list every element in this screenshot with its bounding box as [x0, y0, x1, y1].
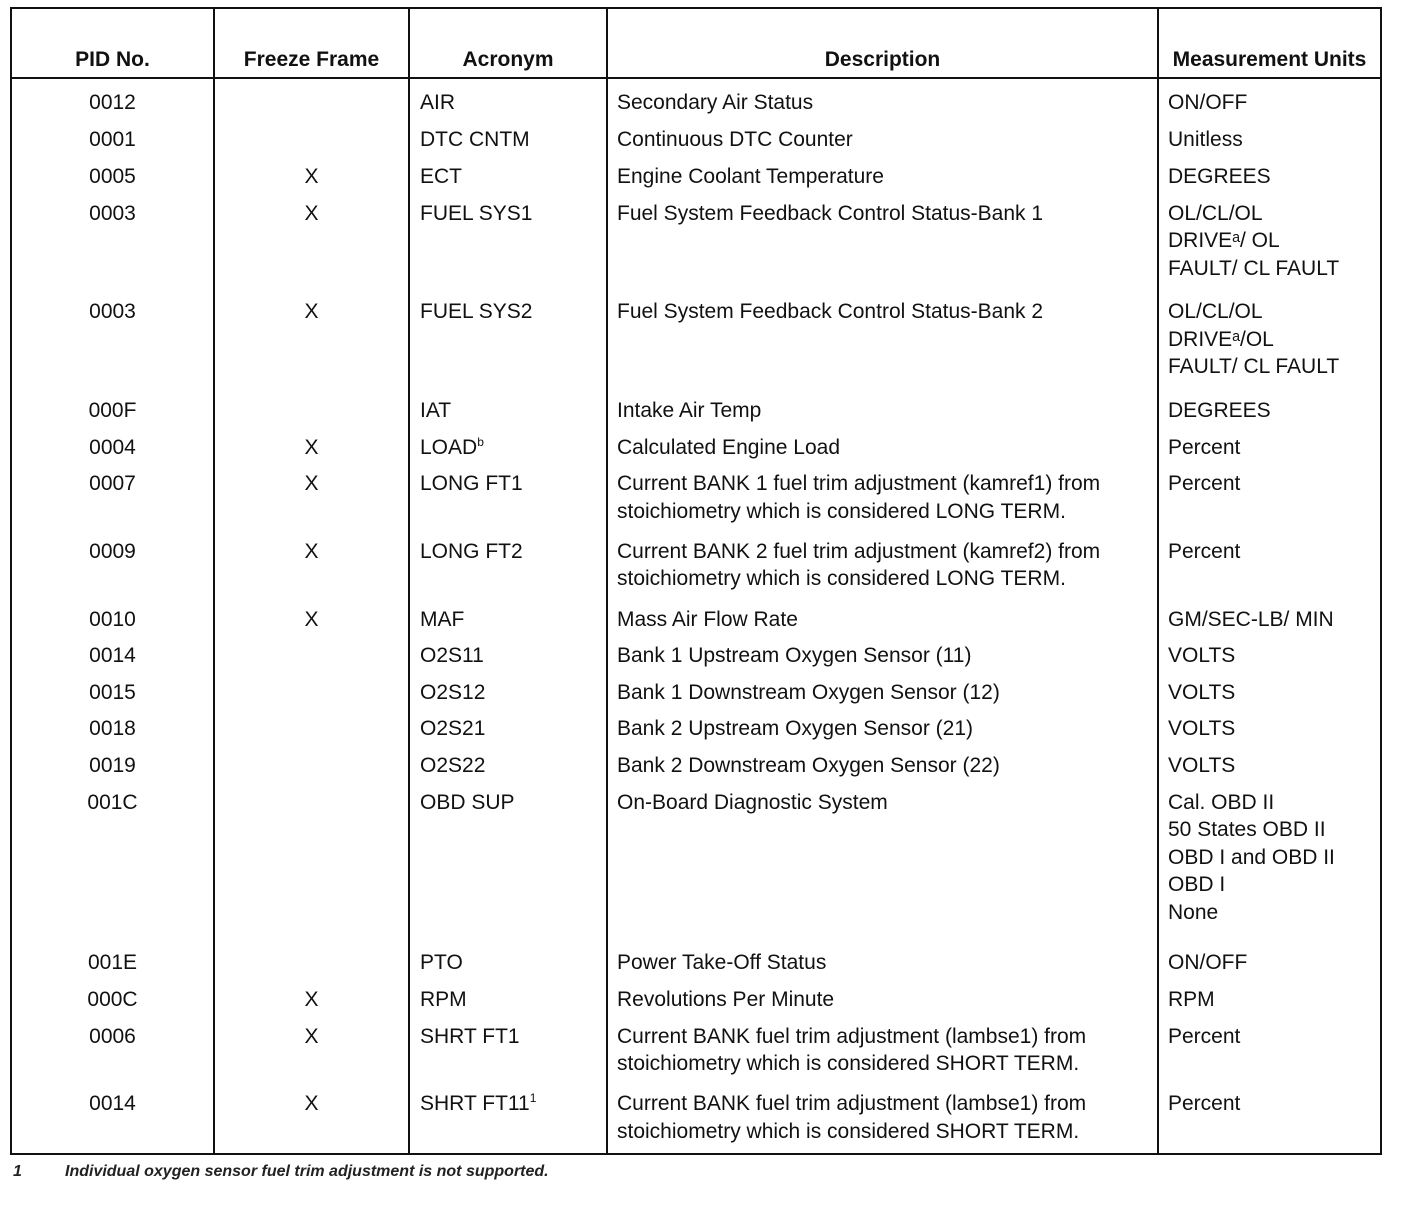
table-row: [12, 465, 1380, 533]
units-cell: VOLTS: [1158, 674, 1380, 711]
table-row: [12, 121, 1380, 158]
pid-cell: 0010: [89, 607, 136, 631]
acronym-text: LONG FT1: [420, 472, 523, 496]
acronym-cell: [409, 981, 607, 1018]
acronym-text: AIR: [420, 91, 456, 114]
acronym-text: MAF: [420, 607, 465, 631]
acronym-cell: [409, 78, 607, 121]
table-row: [12, 158, 1380, 195]
units-cell: RPM: [1158, 981, 1380, 1018]
description-cell: Fuel System Feedback Control Status-Bank 1: [607, 195, 1158, 294]
header-freeze-frame: Freeze Frame: [214, 9, 409, 78]
table-header: [12, 9, 1380, 78]
freeze-frame-cell: X: [214, 981, 409, 1018]
units-cell: Percent: [1158, 465, 1380, 533]
description-cell: Calculated Engine Load: [607, 429, 1158, 466]
header-pid: PID No.: [12, 9, 214, 78]
acronym-cell: [409, 637, 607, 674]
header-row: [12, 9, 1380, 78]
freeze-frame-cell: X: [214, 429, 409, 466]
description-cell: Revolutions Per Minute: [607, 981, 1158, 1018]
acronym-text: LOAD: [420, 435, 478, 459]
units-cell: VOLTS: [1158, 710, 1380, 747]
table-row: [12, 710, 1380, 747]
description-cell: Current BANK 2 fuel trim adjustment (kamref2) from stoichiometry which is considered LONG TERM.: [607, 533, 1158, 601]
acronym-text: ECT: [420, 165, 462, 189]
pid-cell: 0006: [89, 1024, 136, 1048]
units-cell: DEGREES: [1158, 158, 1380, 195]
freeze-frame-cell: [214, 78, 409, 121]
acronym-cell: [409, 1085, 607, 1153]
table-row: [12, 674, 1380, 711]
acronym-text: LONG FT2: [420, 539, 523, 563]
table-row: [12, 747, 1380, 784]
acronym-cell: [409, 1018, 607, 1086]
units-cell: VOLTS: [1158, 637, 1380, 674]
freeze-frame-cell: [214, 674, 409, 711]
pid-cell: 0009: [89, 539, 136, 563]
pid-cell: 0018: [89, 717, 136, 741]
freeze-frame-cell: [214, 747, 409, 784]
acronym-cell: [409, 944, 607, 981]
header-acronym: Acronym: [409, 9, 607, 78]
units-cell: Percent: [1158, 1085, 1380, 1153]
acronym-cell: [409, 429, 607, 466]
units-cell: ON/OFF: [1158, 78, 1380, 121]
freeze-frame-cell: X: [214, 465, 409, 533]
table-row: [12, 392, 1380, 429]
acronym-text: OBD SUP: [420, 790, 515, 814]
acronym-text: RPM: [420, 988, 467, 1012]
pid-cell: 0014: [89, 1092, 136, 1116]
units-cell: DEGREES: [1158, 392, 1380, 429]
freeze-frame-cell: X: [214, 1085, 409, 1153]
acronym-text: O2S21: [420, 717, 486, 741]
acronym-superscript: b: [477, 434, 484, 449]
units-cell: Unitless: [1158, 121, 1380, 158]
freeze-frame-cell: X: [214, 533, 409, 601]
acronym-text: IAT: [420, 398, 452, 422]
pid-cell: 0003: [89, 300, 136, 324]
table-row: [12, 601, 1380, 638]
pid-cell: 0014: [89, 644, 136, 668]
acronym-cell: [409, 121, 607, 158]
acronym-text: SHRT FT1: [420, 1024, 520, 1048]
freeze-frame-cell: [214, 392, 409, 429]
table-row: [12, 784, 1380, 945]
description-cell: Bank 2 Downstream Oxygen Sensor (22): [607, 747, 1158, 784]
pid-cell: 000C: [87, 988, 138, 1012]
table-body: [12, 78, 1380, 1153]
pid-cell: 0003: [89, 201, 136, 225]
description-cell: Secondary Air Status: [607, 78, 1158, 121]
freeze-frame-cell: [214, 121, 409, 158]
acronym-cell: [409, 710, 607, 747]
table-row: [12, 944, 1380, 981]
acronym-cell: [409, 533, 607, 601]
units-cell: GM/SEC-LB/ MIN: [1158, 601, 1380, 638]
footnote-number: 1: [13, 1163, 22, 1180]
freeze-frame-cell: X: [214, 195, 409, 294]
description-cell: On-Board Diagnostic System: [607, 784, 1158, 945]
description-cell: Power Take-Off Status: [607, 944, 1158, 981]
units-cell: Percent: [1158, 429, 1380, 466]
description-cell: Intake Air Temp: [607, 392, 1158, 429]
table-row: [12, 1018, 1380, 1086]
pid-table-frame: [10, 7, 1382, 1155]
pid-cell: 0007: [89, 472, 136, 496]
units-cell: Cal. OBD II 50 States OBD II OBD I and OBD II OBD I None: [1158, 784, 1380, 945]
acronym-cell: [409, 293, 607, 392]
description-cell: Bank 1 Downstream Oxygen Sensor (12): [607, 674, 1158, 711]
acronym-cell: [409, 465, 607, 533]
pid-cell: 001E: [87, 951, 138, 975]
units-cell: OL/CL/OL DRIVEᵃ/OL FAULT/ CL FAULT: [1158, 293, 1380, 392]
table-row: [12, 637, 1380, 674]
description-cell: Bank 2 Upstream Oxygen Sensor (21): [607, 710, 1158, 747]
table-row: [12, 533, 1380, 601]
description-cell: Continuous DTC Counter: [607, 121, 1158, 158]
acronym-text: PTO: [420, 951, 463, 975]
header-measurement-units: Measurement Units: [1158, 9, 1380, 78]
units-cell: Percent: [1158, 533, 1380, 601]
acronym-text: FUEL SYS1: [420, 201, 533, 225]
acronym-text: O2S11: [420, 644, 484, 668]
table-row: [12, 429, 1380, 466]
acronym-text: FUEL SYS2: [420, 300, 533, 324]
description-cell: Current BANK 1 fuel trim adjustment (kamref1) from stoichiometry which is considered LONG TERM.: [607, 465, 1158, 533]
description-cell: Bank 1 Upstream Oxygen Sensor (11): [607, 637, 1158, 674]
acronym-text: O2S12: [420, 680, 486, 704]
acronym-text: O2S22: [420, 754, 486, 778]
acronym-superscript: 1: [529, 1091, 537, 1106]
acronym-cell: [409, 392, 607, 429]
units-cell: OL/CL/OL DRIVEᵃ/ OL FAULT/ CL FAULT: [1158, 195, 1380, 294]
acronym-cell: [409, 674, 607, 711]
description-cell: Fuel System Feedback Control Status-Bank 2: [607, 293, 1158, 392]
table-row: [12, 293, 1380, 392]
acronym-text: DTC CNTM: [420, 128, 530, 152]
table-row: [12, 1085, 1380, 1153]
freeze-frame-cell: X: [214, 293, 409, 392]
table-row: [12, 981, 1380, 1018]
freeze-frame-cell: X: [214, 158, 409, 195]
units-cell: ON/OFF: [1158, 944, 1380, 981]
acronym-text: SHRT FT11: [420, 1092, 530, 1116]
acronym-cell: [409, 601, 607, 638]
pid-cell: 0015: [89, 680, 136, 704]
footnote: [13, 1163, 549, 1181]
freeze-frame-cell: X: [214, 1018, 409, 1086]
freeze-frame-cell: [214, 637, 409, 674]
freeze-frame-cell: [214, 944, 409, 981]
description-cell: Mass Air Flow Rate: [607, 601, 1158, 638]
description-cell: Current BANK fuel trim adjustment (lambse1) from stoichiometry which is considered SHORT TERM.: [607, 1018, 1158, 1086]
footnote-text: Individual oxygen sensor fuel trim adjustment is not supported.: [65, 1163, 549, 1180]
description-cell: Engine Coolant Temperature: [607, 158, 1158, 195]
acronym-cell: [409, 158, 607, 195]
pid-cell: 0019: [89, 754, 136, 778]
pid-cell: 0004: [89, 435, 136, 459]
acronym-cell: [409, 747, 607, 784]
description-cell: Current BANK fuel trim adjustment (lambse1) from stoichiometry which is considered SHORT TERM.: [607, 1085, 1158, 1153]
header-description: Description: [607, 9, 1158, 78]
freeze-frame-cell: X: [214, 601, 409, 638]
freeze-frame-cell: [214, 784, 409, 945]
pid-cell: 0012: [89, 91, 136, 114]
units-cell: Percent: [1158, 1018, 1380, 1086]
pid-cell: 0005: [89, 165, 136, 189]
units-cell: VOLTS: [1158, 747, 1380, 784]
table-row: [12, 78, 1380, 121]
pid-cell: 0001: [89, 128, 136, 152]
acronym-cell: [409, 195, 607, 294]
pid-table: [12, 9, 1380, 1153]
pid-cell: 000F: [88, 398, 137, 422]
table-row: [12, 195, 1380, 294]
pid-cell: 001C: [87, 790, 138, 814]
acronym-cell: [409, 784, 607, 945]
freeze-frame-cell: [214, 710, 409, 747]
